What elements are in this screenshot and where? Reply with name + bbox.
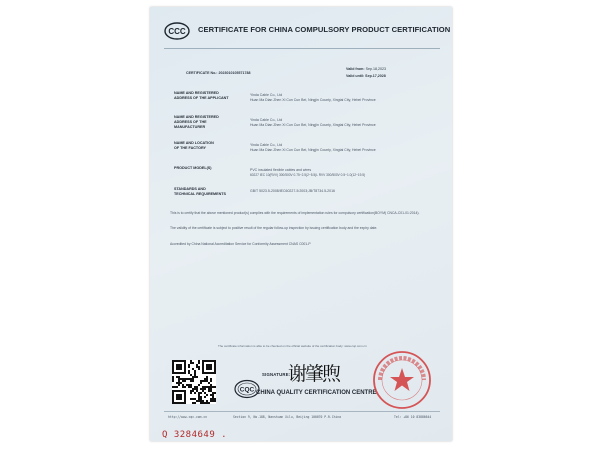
valid-until-label: Valid until: xyxy=(346,74,365,78)
valid-from-label: Valid from: xyxy=(346,67,365,71)
manufacturer-name: Yinda Cable Co., Ltd xyxy=(250,118,283,122)
svg-text:CCC: CCC xyxy=(168,27,186,36)
certificate-number: 2023010105571788 xyxy=(218,71,251,75)
centre-name: CHINA QUALITY CERTIFICATION CENTRE xyxy=(256,390,377,396)
factory-value xyxy=(250,143,376,153)
product-line-2: 60227 IEC 10(RVV) 300/500V 0.75~2.5(2~5.5)L RVV 300/500V 0.5~1.0(12~19.5) xyxy=(250,173,366,177)
factory-label: NAME AND LOCATION OF THE FACTORY xyxy=(174,141,214,150)
manufacturer-label: NAME AND REGISTERED ADDRESS OF THE MANUFACTURER xyxy=(174,115,219,129)
valid-from-row xyxy=(346,67,386,72)
qr-code-icon xyxy=(172,360,216,404)
statement-accreditation: Accredited by China National Accreditation Service for Conformity Assessment CNAS C001-P xyxy=(170,242,311,246)
signature-label: SIGNATURE: xyxy=(262,372,291,377)
valid-until: Sep.17,2028 xyxy=(365,74,386,78)
cqc-logo-icon xyxy=(234,379,260,399)
standards-value: GB/T 5023.5-2008/IEC60227-5:2003;JB/T8734.5-2016 xyxy=(250,189,335,193)
product-value xyxy=(250,168,365,178)
certificate-title: CERTIFICATE FOR CHINA COMPULSORY PRODUCT CERTIFICATION xyxy=(198,25,451,34)
applicant-label: NAME AND REGISTERED ADDRESS OF THE APPLICANT xyxy=(174,91,229,100)
signature: 谢肇煦 xyxy=(288,363,340,385)
certificate-number-row xyxy=(186,71,250,76)
standards-label: STANDARDS AND TECHNICAL REQUIREMENTS xyxy=(174,187,226,196)
ccc-logo-icon xyxy=(164,22,190,40)
applicant-name: Yinda Cable Co., Ltd xyxy=(250,93,283,97)
factory-name: Yinda Cable Co., Ltd xyxy=(250,143,283,147)
svg-text:CQC: CQC xyxy=(239,386,255,394)
footer-address: Section 9, No.188, Nanshuan Xilu, Beijing 100070 P.R.China xyxy=(233,415,342,419)
manufacturer-value xyxy=(250,118,376,128)
title-divider xyxy=(164,48,440,49)
serial-number: Q 3284649 . xyxy=(162,430,228,440)
certificate xyxy=(150,7,452,441)
certificate-number-label: CERTIFICATE No.: xyxy=(186,71,218,75)
factory-address: Huan Ma Dian Zhen Xi Cun Cun Bei, Ningjin County, Xingtai City, Hebei Province xyxy=(250,148,376,152)
footer-website: http://www.cqc.com.cn xyxy=(168,415,208,419)
statement-validity: The validity of the certificate is subject to positive result of the regular follow-up inspection by issuing certification body and the expiry date. xyxy=(170,226,378,230)
official-seal-icon xyxy=(372,350,432,410)
footer-divider xyxy=(164,411,440,412)
manufacturer-address: Huan Ma Dian Zhen Xi Cun Cun Bei, Ningjin County, Xingtai City, Hebei Province xyxy=(250,123,376,127)
applicant-address: Huan Ma Dian Zhen Xi Cun Cun Bei, Ningjin County, Xingtai City, Hebei Province xyxy=(250,98,376,102)
product-label: PRODUCT MODEL(S) xyxy=(174,166,212,170)
valid-from: Sep.18,2023 xyxy=(365,67,386,71)
verification-note: The certificate information is able to be checked on the official website of the certification body: www.cqc.com.cn xyxy=(218,344,367,348)
statement-compliance: This is to certify that the above mentioned product(s) complies with the requirements of implementation rules for compulsory certification(BOYM) CNCA-C01-01:2014). xyxy=(170,211,420,215)
product-line-1: PVC insulated flexible cables and wires xyxy=(250,168,312,172)
footer-tel: Tel: +86 10 83886644 xyxy=(394,415,432,419)
applicant-value xyxy=(250,93,376,103)
valid-until-row xyxy=(346,74,386,79)
